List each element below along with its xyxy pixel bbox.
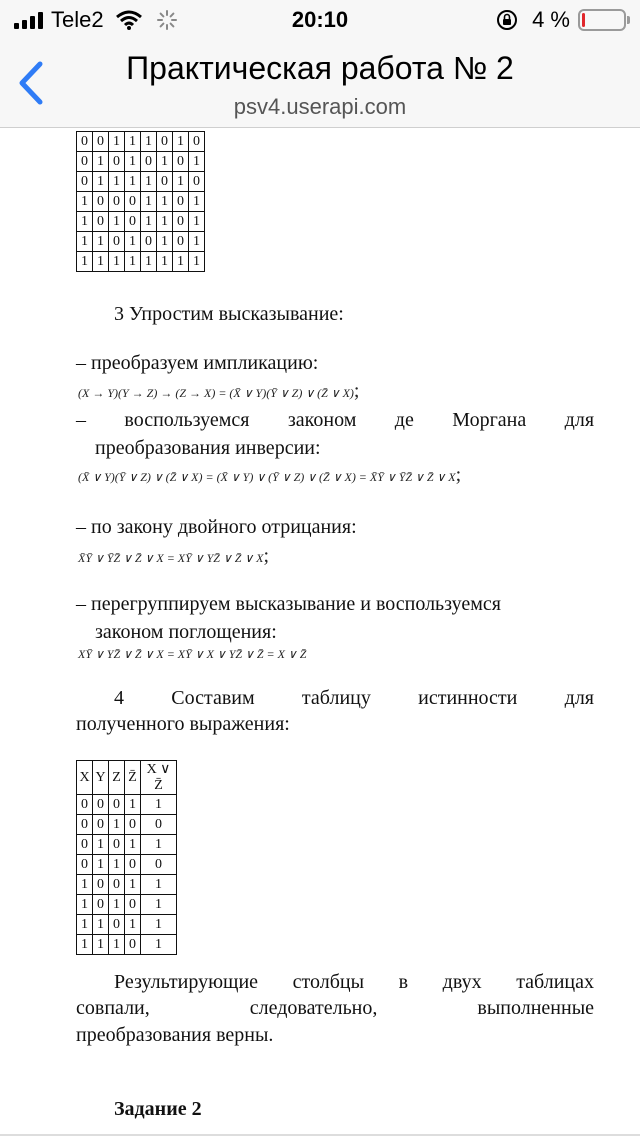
table-row (77, 895, 177, 915)
table-cell: 0 (93, 795, 109, 815)
truth-table-1 (76, 131, 205, 272)
table-cell: 0 (141, 152, 157, 172)
table-header-cell: Z (109, 761, 125, 795)
table-cell: 1 (77, 895, 93, 915)
table-cell: 0 (173, 152, 189, 172)
table-cell: 0 (77, 815, 93, 835)
table-cell: 1 (93, 172, 109, 192)
table-cell: 0 (173, 212, 189, 232)
table-cell: 0 (109, 152, 125, 172)
table-cell: 1 (141, 895, 177, 915)
table-cell: 1 (109, 172, 125, 192)
table-cell: 1 (109, 212, 125, 232)
table-header-cell: Z̄ (125, 761, 141, 795)
table-cell: 0 (189, 172, 205, 192)
table-cell: 0 (93, 875, 109, 895)
table-cell: 1 (109, 132, 125, 152)
table-cell: 1 (93, 835, 109, 855)
formula-implication: (X → Y)(Y → Z) → (Z → X) = (X̄ ∨ Y)(Ȳ ∨ Z) ∨ (Z̄ ∨ X); (78, 380, 360, 402)
table-cell: 1 (141, 935, 177, 955)
clock: 20:10 (291, 7, 349, 32)
table-cell: 1 (157, 212, 173, 232)
table-cell: 1 (141, 835, 177, 855)
section-4-heading-line2: полученного выражения: (76, 713, 290, 735)
formula-double-negation: X̄Ȳ ∨ ȲZ̄ ∨ Z̄ ∨ X = XȲ ∨ YZ̄ ∨ Z̄ ∨ X; (78, 545, 270, 567)
table-row (77, 795, 177, 815)
conclusion-line1: Результирующие столбцы в двух таблицах (114, 971, 594, 993)
table-cell: 1 (93, 855, 109, 875)
section-4-heading-line1: 4 Составим таблицу истинности для (114, 687, 594, 709)
table-row (77, 232, 205, 252)
table-cell: 0 (77, 172, 93, 192)
table-cell: 1 (141, 192, 157, 212)
table-cell: 1 (141, 795, 177, 815)
table-cell: 1 (125, 875, 141, 895)
table-cell: 1 (125, 252, 141, 272)
table-cell: 0 (109, 875, 125, 895)
section-3-heading: 3 Упростим высказывание: (114, 303, 344, 325)
battery-icon (578, 9, 626, 31)
table-row (77, 875, 177, 895)
page-title: Практическая работа № 2 (126, 50, 514, 86)
table-cell: 0 (173, 192, 189, 212)
table-cell: 0 (157, 132, 173, 152)
conclusion-line2: совпали, следовательно, выполненные (76, 997, 595, 1019)
table-cell: 1 (125, 915, 141, 935)
status-bar (0, 0, 640, 40)
table-header-cell: X (77, 761, 93, 795)
table-row (77, 132, 205, 152)
table-cell: 0 (77, 855, 93, 875)
table-row (77, 212, 205, 232)
table-cell: 0 (93, 192, 109, 212)
table-cell: 0 (125, 895, 141, 915)
table-cell: 0 (173, 232, 189, 252)
table-cell: 1 (77, 192, 93, 212)
table-cell: 0 (109, 192, 125, 212)
step-implication-text: – преобразуем импликацию: (76, 352, 319, 374)
task-2-heading: Задание 2 (114, 1098, 202, 1120)
table-row (77, 815, 177, 835)
truth-table-2 (76, 760, 177, 955)
orientation-lock-icon (496, 9, 518, 31)
table-cell: 0 (109, 232, 125, 252)
table-cell: 0 (125, 815, 141, 835)
table-cell: 0 (125, 212, 141, 232)
table-cell: 1 (141, 875, 177, 895)
table-cell: 1 (125, 152, 141, 172)
table-cell: 1 (157, 252, 173, 272)
table-cell: 1 (93, 152, 109, 172)
table-cell: 1 (93, 232, 109, 252)
table-cell: 0 (77, 152, 93, 172)
table-cell: 0 (93, 212, 109, 232)
table-cell: 1 (125, 132, 141, 152)
table-cell: 1 (77, 875, 93, 895)
table-cell: 0 (125, 855, 141, 875)
table-cell: 1 (77, 212, 93, 232)
step-absorption-line1: – перегруппируем высказывание и воспользуемся (76, 593, 501, 615)
table-cell: 1 (173, 132, 189, 152)
table-cell: 1 (141, 252, 157, 272)
table-cell: 1 (141, 132, 157, 152)
formula-de-morgan: (X̄ ∨ Y)(Ȳ ∨ Z) ∨ (Z̄ ∨ X) = (X̄ ∨ Y) ∨ (Ȳ ∨ Z) ∨ (Z̄ ∨ X) = X̄Ȳ ∨ ȲZ̄ ∨ Z̄ ∨ X; (78, 464, 462, 486)
table-cell: 1 (109, 935, 125, 955)
table-cell: 1 (141, 915, 177, 935)
table-cell: 0 (141, 815, 177, 835)
table-cell: 1 (141, 172, 157, 192)
table-cell: 0 (93, 895, 109, 915)
table-cell: 0 (93, 815, 109, 835)
table-cell: 1 (125, 795, 141, 815)
table-cell: 0 (77, 132, 93, 152)
table-cell: 1 (125, 232, 141, 252)
table-cell: 1 (125, 172, 141, 192)
table-row (77, 192, 205, 212)
table-cell: 1 (77, 915, 93, 935)
table-cell: 1 (157, 152, 173, 172)
table-cell: 1 (157, 192, 173, 212)
table-cell: 0 (109, 835, 125, 855)
navigation-bar (0, 40, 640, 128)
table-cell: 0 (109, 795, 125, 815)
table-cell: 1 (93, 935, 109, 955)
table-cell: 1 (189, 232, 205, 252)
table-cell: 1 (125, 835, 141, 855)
step-de-morgan-line2: преобразования инверсии: (95, 437, 321, 459)
step-absorption-line2: законом поглощения: (95, 621, 277, 643)
table-cell: 1 (93, 915, 109, 935)
table-cell: 1 (109, 855, 125, 875)
table-cell: 1 (77, 935, 93, 955)
table-cell: 1 (77, 252, 93, 272)
table-cell: 1 (189, 212, 205, 232)
table-cell: 1 (77, 232, 93, 252)
page-url: psv4.userapi.com (233, 94, 407, 119)
table-header-cell: X ∨ Z̄ (141, 761, 177, 795)
step-double-negation-text: – по закону двойного отрицания: (76, 516, 357, 538)
table-cell: 0 (141, 855, 177, 875)
table-cell: 1 (189, 152, 205, 172)
table-cell: 1 (109, 895, 125, 915)
table-row (77, 855, 177, 875)
document-viewer[interactable] (0, 129, 640, 1136)
table-row (77, 915, 177, 935)
table-cell: 0 (125, 192, 141, 212)
table-cell: 0 (125, 935, 141, 955)
table-cell: 0 (109, 915, 125, 935)
table-header-cell: Y (93, 761, 109, 795)
step-de-morgan-line1: – воспользуемся законом де Моргана для (76, 409, 595, 431)
table-cell: 1 (157, 232, 173, 252)
table-cell: 1 (189, 252, 205, 272)
table-row (77, 835, 177, 855)
battery-percent: 4 % (532, 7, 570, 32)
table-cell: 0 (77, 835, 93, 855)
table-cell: 1 (109, 252, 125, 272)
table-cell: 0 (93, 132, 109, 152)
table-cell: 0 (189, 132, 205, 152)
table-cell: 0 (157, 172, 173, 192)
table-row (77, 152, 205, 172)
table-cell: 1 (109, 815, 125, 835)
table-row (77, 172, 205, 192)
table-cell: 1 (189, 192, 205, 212)
table-cell: 1 (93, 252, 109, 272)
conclusion-line3: преобразования верны. (76, 1024, 274, 1046)
table-row (77, 252, 205, 272)
table-row (77, 935, 177, 955)
table-cell: 0 (141, 232, 157, 252)
table-cell: 1 (173, 252, 189, 272)
table-cell: 0 (77, 795, 93, 815)
carrier-name: Tele2 (51, 7, 104, 32)
table-cell: 1 (173, 172, 189, 192)
formula-absorption: XȲ ∨ YZ̄ ∨ Z̄ ∨ X = XȲ ∨ X ∨ YZ̄ ∨ Z̄ = X ∨ Z̄ (78, 647, 307, 661)
table-cell: 1 (141, 212, 157, 232)
